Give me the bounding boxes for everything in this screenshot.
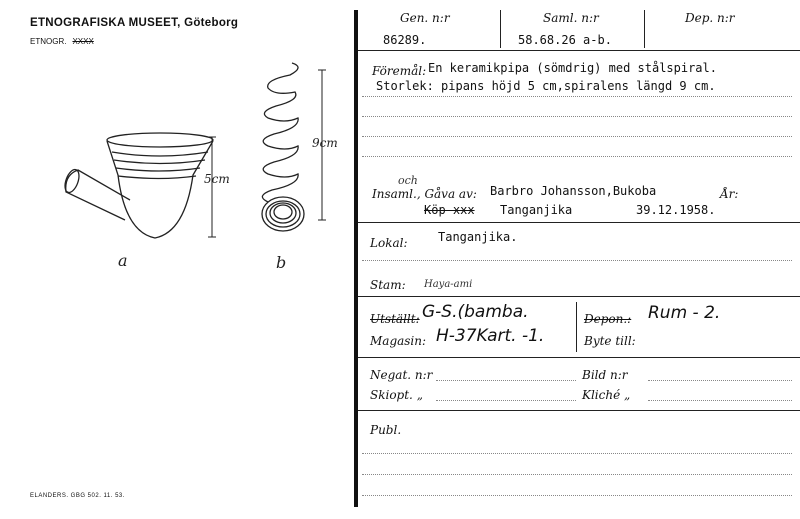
depon-separator [576,302,577,352]
header-rule [358,50,800,51]
dotted-line [436,400,576,401]
rule-negat [358,410,800,411]
ar-label: År: [720,187,739,201]
museum-name: ETNOGRAFISKA MUSEET, Göteborg [30,17,239,29]
depon-value: Rum - 2. [648,303,721,323]
saml-nr-value: 58.68.26 a-b. [518,33,612,47]
dotted-line [648,380,792,381]
dotted-line [362,495,792,496]
dotted-line [362,116,792,117]
etnogr-text: ETNOGR. [30,37,67,46]
etnogr-struck: XXXX [72,37,94,46]
printer-mark: ELANDERS. GBG 502. 11. 53. [30,493,125,499]
gen-nr-label: Gen. n:r [400,11,450,25]
lokal-label: Lokal: [370,236,408,250]
label-b: b [276,253,287,272]
insaml-label: Insaml., Gåva av: [372,187,477,201]
spiral-length-label: 9cm [312,136,338,150]
utstallt-label: Utställt: [370,312,420,326]
dotted-line [362,260,792,261]
kliche-label: Kliché „ [582,388,631,402]
rule-magasin [358,357,800,358]
foremal-value: En keramikpipa (sömdrig) med stålspiral. [428,61,717,75]
depon-label: Depon.: [584,312,632,326]
stam-label: Stam: [370,278,406,292]
header-sep-2 [644,10,645,48]
dotted-line [362,474,792,475]
foremal-label: Föremål: [372,64,427,78]
publ-label: Publ. [370,423,402,437]
pipe-height-label: 5cm [204,172,230,186]
date-value: 39.12.1958. [636,203,716,217]
pipe-drawing [62,133,213,238]
object-sketch [0,0,354,519]
dotted-line [648,400,792,401]
card-divider [354,10,358,507]
magasin-label: Magasin: [370,334,427,348]
dep-nr-label: Dep. n:r [685,11,735,25]
gen-nr-value: 86289. [383,33,427,47]
rule-stam [358,296,800,297]
negat-label: Negat. n:r [370,368,433,382]
och-note: och [398,174,418,187]
dotted-line [362,453,792,454]
lokal-value: Tanganjika. [438,230,518,244]
place-value: Tanganjika [500,203,573,217]
bild-label: Bild n:r [582,368,628,382]
stam-value: Haya-ami [424,279,473,290]
insaml-value: Barbro Johansson,Bukoba [490,184,657,198]
magasin-value: H-37Kart. -1. [436,326,545,346]
place-struck: Köp xxx [424,203,475,217]
dotted-line [362,156,792,157]
header-sep-1 [500,10,501,48]
utstallt-value: G-S.(bamba. [422,302,529,322]
dotted-line [436,380,576,381]
saml-nr-label: Saml. n:r [543,11,599,25]
byte-label: Byte till: [584,334,636,348]
dotted-line [362,96,792,97]
rule-insaml [358,222,800,223]
skiopt-label: Skiopt. „ [370,388,423,402]
spiral-drawing [262,63,304,231]
storlek-value: Storlek: pipans höjd 5 cm,spiralens längd 9 cm. [376,79,716,93]
label-a: a [118,251,128,270]
dotted-line [362,136,792,137]
